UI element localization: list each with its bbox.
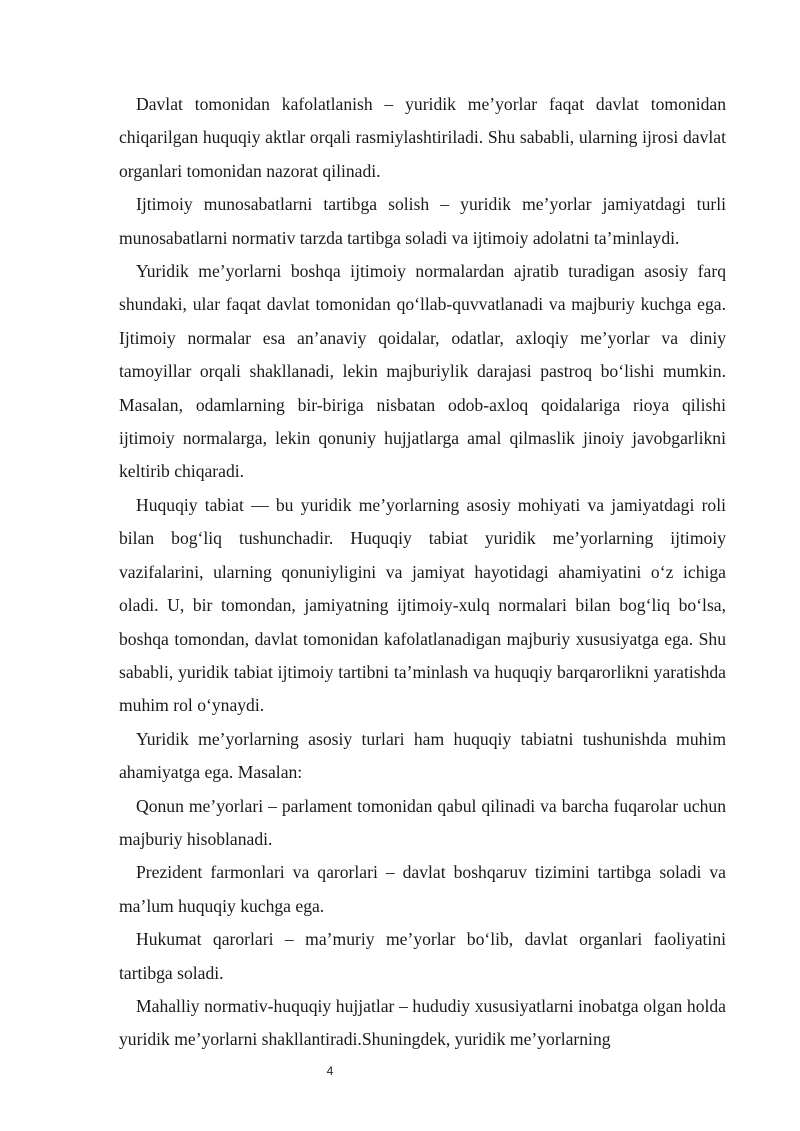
page-body — [119, 88, 726, 1057]
paragraph-types-intro: Yuridik me’yorlarning asosiy turlari ham huquqiy tabiatni tushunishda muhim ahamiyatga ega. Masalan: — [119, 728, 726, 783]
paragraph-law-norms: Qonun me’yorlari – parlament tomonidan qabul qilinadi va barcha fuqarolar uchun majburiy hisoblanadi. — [119, 795, 726, 849]
paragraph-legal-nature: Huquqiy tabiat — bu yuridik me’yorlarning asosiy mohiyati va jamiyatdagi roli bilan bog‘liq tushunchadir. Huquqiy tabiat yuridik me’yorlarning ijtimoiy vazifalarini, ularning qonuniyligini va jamiyat hayotidagi ahamiyatini o‘z ichiga oladi. U, bir tomondan, jamiyatning ijtimoiy-xulq normalari bilan bog‘liq bo‘lsa, boshqa tomondan, davlat tomonidan kafolatlanadigan majburiy xususiyatga ega. Shu sababli, yuridik tabiat ijtimoiy tartibni ta’minlash va huquqiy barqarorlikni yaratishda muhim rol o‘ynaydi. — [119, 494, 726, 716]
paragraph-local-acts: Mahalliy normativ-huquqiy hujjatlar – hududiy xususiyatlarni inobatga olgan holda yuridik me’yorlarni shakllantiradi.Shuningdek, yuridik me’yorlarning — [119, 995, 726, 1050]
paragraph-presidential-decrees: Prezident farmonlari va qarorlari – davlat boshqaruv tizimini tartibga soladi va ma’lum huquqiy kuchga ega. — [119, 862, 726, 916]
paragraph-legal-vs-social-norms: Yuridik me’yorlarni boshqa ijtimoiy normalardan ajratib turadigan asosiy farq shundaki, ular faqat davlat tomonidan qo‘llab-quvvatlanadi va majburiy kuchga ega. Ijtimoiy normalar esa an’anaviy qoidalar, odatlar, axloqiy me’yorlar va diniy tamoyillar orqali shakllanadi, lekin majburiylik darajasi pastroq bo‘lishi mumkin. Masalan, odamlarning bir-biriga nisbatan odob-axloq qoidalariga rioya qilishi ijtimoiy normalarga, lekin qonuniy hujjatlarga amal qilmaslik jinoiy javobgarlikni keltirib chiqaradi. — [119, 261, 726, 482]
page-number: 4 — [326, 1064, 334, 1078]
paragraph-state-guarantee: Davlat tomonidan kafolatlanish – yuridik me’yorlar faqat davlat tomonidan chiqarilgan huquqiy aktlar orqali rasmiylashtiriladi. Shu sababli, ularning ijrosi davlat organlari tomonidan nazorat qilinadi. — [119, 94, 726, 181]
paragraph-social-regulation: Ijtimoiy munosabatlarni tartibga solish – yuridik me’yorlar jamiyatdagi turli munosabatlarni normativ tarzda tartibga soladi va ijtimoiy adolatni ta’minlaydi. — [119, 194, 726, 248]
paragraph-government-resolutions: Hukumat qarorlari – ma’muriy me’yorlar bo‘lib, davlat organlari faoliyatini tartibga soladi. — [119, 929, 726, 983]
